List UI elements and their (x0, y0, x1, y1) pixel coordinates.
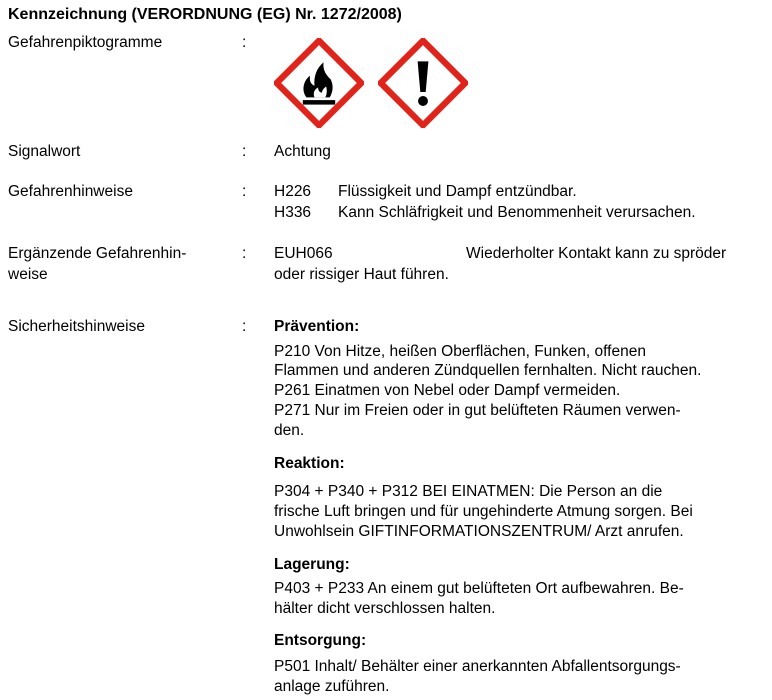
precaution-line: anlage zuführen. (274, 678, 390, 695)
colon: : (242, 318, 247, 335)
hazard-statement (274, 204, 696, 222)
precaution-line: Flammen und anderen Zündquellen fernhalten. Nicht rauchen. (274, 362, 702, 379)
pictograms-label: Gefahrenpiktogramme (8, 34, 163, 51)
reaction-heading: Reaktion: (274, 455, 345, 472)
flame-icon (274, 38, 364, 128)
supplementary-hazard-label: Ergänzende Gefahrenhin- (8, 245, 187, 262)
storage-heading: Lagerung: (274, 556, 350, 573)
precaution-line: P210 Von Hitze, heißen Oberflächen, Funken, offenen (274, 343, 646, 360)
colon: : (242, 34, 247, 51)
precaution-line: P271 Nur im Freien oder in gut belüfteten Räumen verwen- (274, 402, 681, 419)
hazard-statement (274, 183, 577, 201)
exclamation-icon (378, 38, 468, 128)
signal-word-value: Achtung (274, 143, 331, 160)
precaution-line: Unwohlsein GIFTINFORMATIONSZENTRUM/ Arzt anrufen. (274, 523, 684, 540)
supplementary-hazard-code: EUH066 (274, 245, 333, 262)
colon: : (242, 143, 247, 160)
prevention-heading: Prävention: (274, 318, 360, 335)
hazard-text: Kann Schläfrigkeit und Benommenheit verursachen. (338, 204, 696, 221)
hazard-text: Flüssigkeit und Dampf entzündbar. (338, 183, 577, 200)
hazard-statements-label: Gefahrenhinweise (8, 183, 133, 200)
disposal-heading: Entsorgung: (274, 632, 367, 649)
supplementary-hazard-label: weise (8, 266, 48, 283)
precautionary-statements-label: Sicherheitshinweise (8, 318, 145, 335)
signal-word-label: Signalwort (8, 143, 81, 160)
precaution-line: den. (274, 422, 305, 439)
supplementary-hazard-text: Wiederholter Kontakt kann zu spröder (466, 245, 727, 262)
precaution-line: P501 Inhalt/ Behälter einer anerkannten Abfallentsorgungs- (274, 658, 681, 675)
colon: : (242, 183, 247, 200)
precaution-line: P403 + P233 An einem gut belüfteten Ort aufbewahren. Be- (274, 580, 684, 597)
precaution-line: P261 Einatmen von Nebel oder Dampf vermeiden. (274, 382, 621, 399)
section-title: Kennzeichnung (VERORDNUNG (EG) Nr. 1272/2008) (8, 6, 402, 23)
precaution-line: frische Luft bringen und für ungehinderte Atmung sorgen. Bei (274, 503, 693, 520)
precaution-line: P304 + P340 + P312 BEI EINATMEN: Die Person an die (274, 483, 663, 500)
colon: : (242, 245, 247, 262)
precaution-line: hälter dicht verschlossen halten. (274, 600, 496, 617)
hazard-code: H226 (274, 183, 312, 200)
hazard-code: H336 (274, 204, 312, 221)
supplementary-hazard-text: oder rissiger Haut führen. (274, 266, 449, 283)
